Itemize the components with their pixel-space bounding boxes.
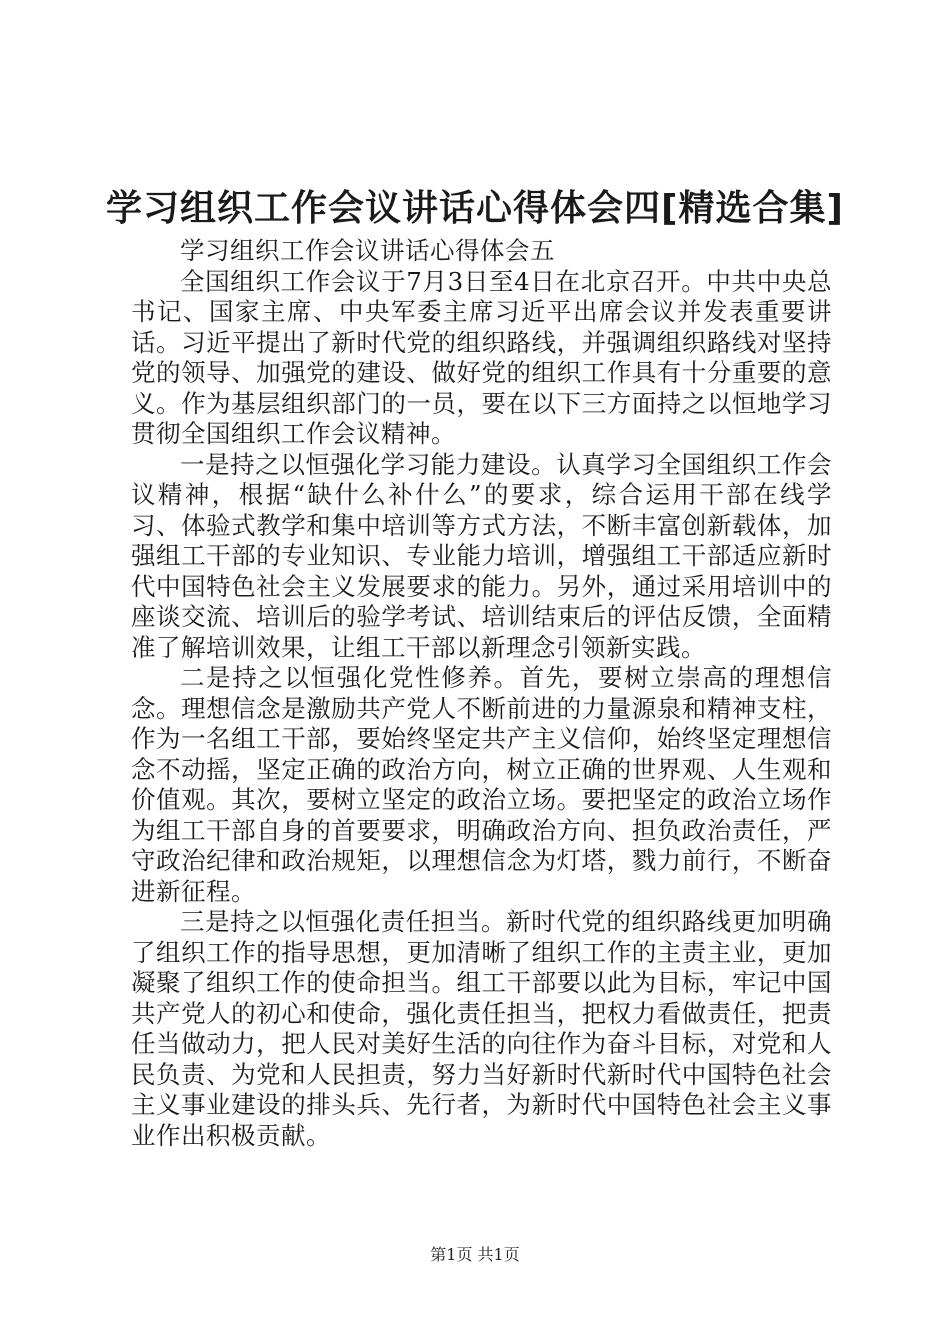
paragraph-point-one: 一是持之以恒强化学习能力建设。认真学习全国组织工作会议精神，根据“缺什么补什么”的要求，综合运用干部在线学习、体验式教学和集中培训等方式方法，不断丰富创新载体，加强组工干部的专业知识、专业能力培训，增强组工干部适应新时代中国特色社会主义发展要求的能力。另外，通过采用培训中的座谈交流、培训后的验学考试、培训结束后的评估反馈，全面精准了解培训效果，让组工干部以新理念引领新实践。 bbox=[131, 449, 832, 662]
document-body bbox=[131, 236, 832, 1151]
document-subtitle: 学习组织工作会议讲话心得体会五 bbox=[180, 236, 555, 265]
paragraph-point-three: 三是持之以恒强化责任担当。新时代党的组织路线更加明确了组织工作的指导思想，更加清晰了组织工作的主责主业，更加凝聚了组织工作的使命担当。组工干部要以此为目标，牢记中国共产党人的初心和使命，强化责任担当，把权力看做责任，把责任当做动力，把人民对美好生活的向往作为奋斗目标，对党和人民负责、为党和人民担责，努力当好新时代新时代中国特色社会主义事业建设的排头兵、先行者，为新时代中国特色社会主义事业作出积极贡献。 bbox=[131, 907, 832, 1150]
paragraph-point-two: 二是持之以恒强化党性修养。首先，要树立崇高的理想信念。理想信念是激励共产党人不断前进的力量源泉和精神支柱，作为一名组工干部，要始终坚定共产主义信仰，始终坚定理想信念不动摇，坚定正确的政治方向，树立正确的世界观、人生观和价值观。其次，要树立坚定的政治立场。要把坚定的政治立场作为组工干部自身的首要要求，明确政治方向、担负政治责任，严守政治纪律和政治规矩，以理想信念为灯塔，戮力前行，不断奋进新征程。 bbox=[131, 663, 832, 906]
page-number-footer: 第1页 共1页 bbox=[430, 1245, 520, 1264]
document-title: 学习组织工作会议讲话心得体会四[精选合集] bbox=[106, 188, 844, 229]
paragraph-intro: 全国组织工作会议于7月3日至4日在北京召开。中共中央总书记、国家主席、中央军委主席习近平出席会议并发表重要讲话。习近平提出了新时代党的组织路线，并强调组织路线对坚持党的领导、加强党的建设、做好党的组织工作具有十分重要的意义。作为基层组织部门的一员，要在以下三方面持之以恒地学习贯彻全国组织工作会议精神。 bbox=[131, 266, 832, 448]
